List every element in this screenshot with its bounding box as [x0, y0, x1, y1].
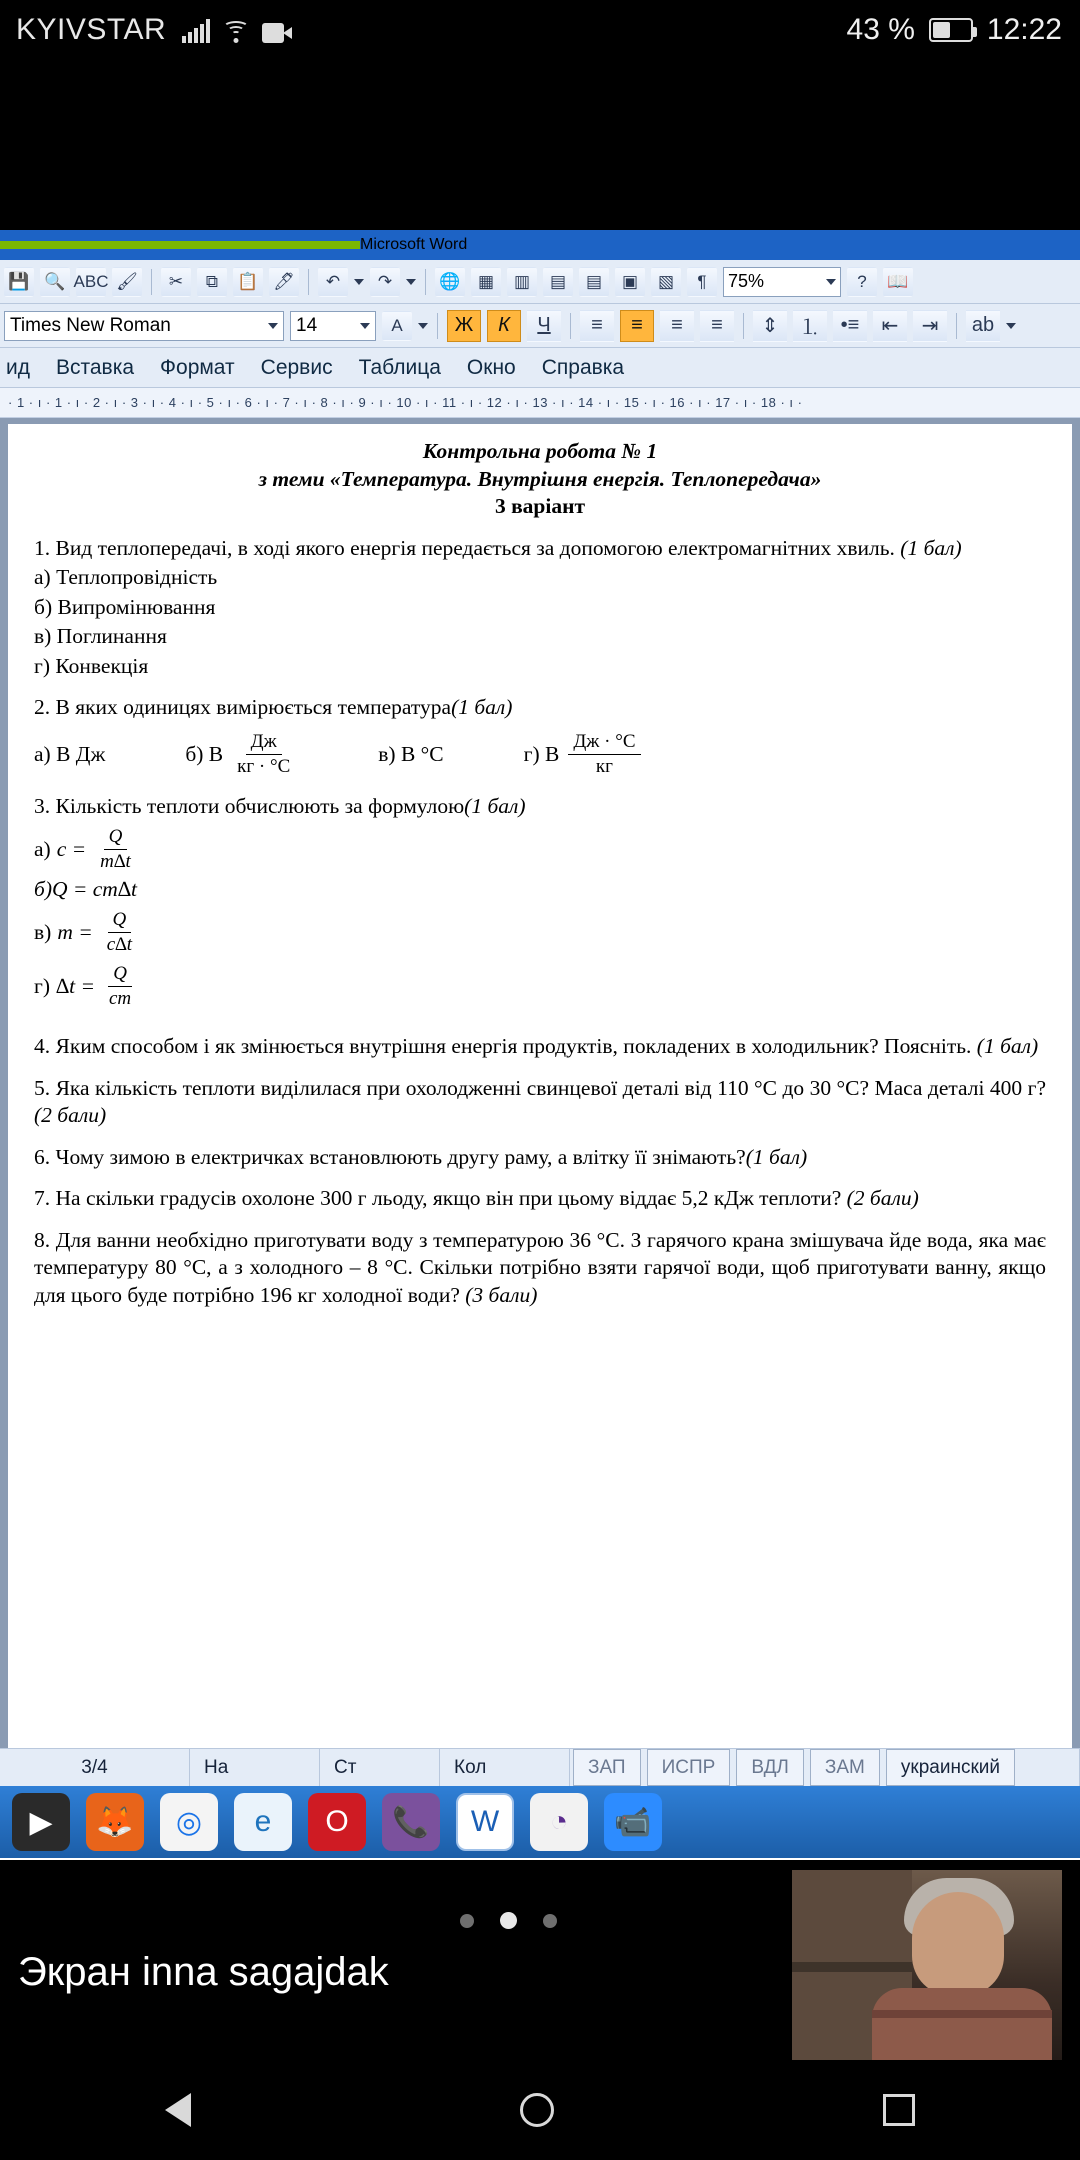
question-8-text: 8. Для ванни необхідно приготувати воду з температурою 36 °С. З гарячого крана змішувача йде вода, яка має температуру 80 °С, а з холодного – 8 °С. Скільки потрібно взяти гарячої води, щоб приготувати ванну, якщо для цього буде потрібно 196 кг холодної води?: [34, 1227, 1046, 1307]
status-zap[interactable]: ЗАП: [573, 1749, 641, 1786]
question-3-mark: (1 бал): [464, 794, 526, 819]
q2-option-v: в) В °С: [378, 741, 444, 766]
media-player-icon[interactable]: ▶: [12, 1793, 70, 1851]
toolbar-separator: [743, 313, 744, 339]
table-icon[interactable]: ▦: [471, 267, 501, 297]
menu-item-service[interactable]: Сервис: [260, 355, 333, 379]
viber-icon[interactable]: 📞: [382, 1793, 440, 1851]
question-3-text: 3. Кількість теплоти обчислюють за формулою: [34, 794, 465, 819]
menu-item-window[interactable]: Окно: [466, 355, 516, 379]
page-dot-3[interactable]: [543, 1914, 557, 1928]
document-canvas[interactable]: [0, 418, 1080, 1748]
q1-option-b: б) Випромінювання: [34, 594, 216, 619]
status-col: Кол: [440, 1749, 570, 1786]
word-window-title: Microsoft Word: [360, 236, 468, 253]
q3-option-v: [34, 908, 1046, 958]
q2-b-numerator: Дж: [246, 730, 282, 755]
internet-explorer-icon[interactable]: e: [234, 1793, 292, 1851]
status-spacer: [1018, 1749, 1080, 1786]
status-icons: [182, 17, 292, 43]
wifi-icon: [222, 21, 250, 43]
q3-g-label: г): [34, 973, 50, 998]
chevron-down-icon[interactable]: [360, 323, 370, 329]
font-name-value: Times New Roman: [10, 314, 171, 336]
redo-icon[interactable]: ↷: [370, 267, 400, 297]
q3-option-g: [34, 962, 1046, 1012]
green-progress-bar: [0, 241, 360, 249]
battery-icon: [929, 18, 973, 42]
toolbar-separator: [425, 269, 426, 295]
participant-video-thumbnail[interactable]: [792, 1870, 1062, 2060]
question-6: [34, 1144, 1046, 1172]
question-6-text: 6. Чому зимою в електричках встановлюють другу раму, а влітку її знімають?: [34, 1144, 746, 1169]
word-formatting-toolbar[interactable]: [0, 304, 1080, 348]
word-status-bar: [0, 1748, 1080, 1786]
chevron-down-icon[interactable]: [268, 323, 278, 329]
zoom-icon[interactable]: 📹: [604, 1793, 662, 1851]
q3-option-b: б)Q = cm∆t: [34, 877, 137, 902]
windows-taskbar[interactable]: [0, 1786, 1080, 1858]
font-size-combobox[interactable]: [290, 311, 376, 341]
toolbar-separator: [437, 313, 438, 339]
back-triangle-icon[interactable]: [165, 2093, 191, 2127]
menu-item-format[interactable]: Формат: [160, 355, 235, 379]
status-line: Ст: [320, 1749, 440, 1786]
q1-option-g: г) Конвекція: [34, 653, 149, 678]
horizontal-ruler[interactable]: · 1 · ı · 1 · ı · 2 · ı · 3 · ı · 4 · ı · 5 · ı · 6 · ı · 7 · ı · 8 · ı · 9 · ı · 10 · ı · 11 · ı · 12 · ı · 13 · ı · 14 · ı · 15 · ı · 16 · ı · 17 · ı · 18 · ı ·: [0, 388, 1080, 418]
page-indicator-dots[interactable]: [460, 1912, 557, 1929]
q3-g-denominator: cm: [109, 987, 132, 1009]
word-title-row: [0, 230, 1080, 260]
question-2: [34, 694, 1046, 722]
toolbar-separator: [151, 269, 152, 295]
tor-browser-icon[interactable]: ◔: [530, 1793, 588, 1851]
question-2-mark: (1 бал): [451, 695, 513, 720]
q2-option-g-fraction: [568, 730, 640, 780]
q3-a-left: c =: [56, 836, 87, 861]
align-center-icon[interactable]: ≡: [620, 310, 654, 342]
question-1: [34, 535, 1046, 563]
underline-button[interactable]: Ч: [527, 310, 561, 342]
question-1-text: 1. Вид теплопередачі, в ході якого енергія передається за допомогою електромагнітних хвиль.: [34, 535, 895, 560]
q1-option-v: в) Поглинання: [34, 624, 167, 649]
q3-g-numerator: Q: [108, 962, 132, 987]
question-4: [34, 1033, 1046, 1061]
status-at: На: [190, 1749, 320, 1786]
menu-item-table[interactable]: Таблица: [358, 355, 441, 379]
video-person-head: [912, 1892, 1004, 1996]
status-vdl[interactable]: ВДЛ: [736, 1749, 804, 1786]
undo-icon[interactable]: ↶: [318, 267, 348, 297]
menu-item-view[interactable]: ид: [6, 355, 30, 379]
q2-g-denominator: кг: [595, 755, 613, 777]
question-5-text: 5. Яка кількість теплоти виділилася при охолодженні свинцевої деталі від 110 °С до 30 °С? Маса деталі 400 г?: [34, 1075, 1046, 1100]
drawing-icon[interactable]: ▣: [615, 267, 645, 297]
copy-icon[interactable]: ⧉: [197, 267, 227, 297]
q1-option-a: а) Теплопровідність: [34, 565, 218, 590]
format-painter-icon[interactable]: 🖌: [112, 267, 142, 297]
brush-icon[interactable]: 🖊: [269, 267, 299, 297]
android-status-bar: [0, 0, 1080, 60]
page-indicator: 3/4: [0, 1749, 190, 1786]
question-7-mark: (2 бали): [846, 1186, 919, 1211]
align-left-icon[interactable]: ≡: [580, 310, 614, 342]
highlight-icon[interactable]: ab: [966, 310, 1000, 342]
q2-option-b-label: б) В: [185, 741, 224, 766]
question-8: [34, 1227, 1046, 1310]
decrease-indent-icon[interactable]: ⇤: [873, 310, 907, 342]
q3-g-left: ∆t =: [55, 973, 95, 998]
align-justify-icon[interactable]: ≡: [700, 310, 734, 342]
signal-bars-icon: [182, 17, 210, 43]
android-navigation-bar[interactable]: [0, 2060, 1080, 2160]
numbered-list-icon[interactable]: ⒈: [793, 310, 827, 342]
question-7-text: 7. На скільки градусів охолоне 300 г льоду, якщо він при цьому віддає 5,2 кДж теплоти?: [34, 1186, 842, 1211]
font-color-icon[interactable]: A: [382, 311, 412, 341]
toolbar-separator: [308, 269, 309, 295]
insert-table-icon[interactable]: ▥: [507, 267, 537, 297]
zoom-combobox[interactable]: [723, 267, 841, 297]
question-6-mark: (1 бал): [745, 1144, 808, 1169]
home-circle-icon[interactable]: [520, 2093, 554, 2127]
doc-title-2: з теми «Температура. Внутрішня енергія. Теплопередача»: [258, 466, 822, 491]
print-preview-icon[interactable]: 🔍: [40, 267, 70, 297]
battery-percent-label: 43 %: [846, 13, 915, 46]
question-7: [34, 1185, 1046, 1213]
question-4-text: 4. Яким способом і як змінюється внутрішня енергія продуктів, покладених в холодильник? Поясніть.: [34, 1034, 972, 1059]
hyperlink-icon[interactable]: 🌐: [435, 267, 465, 297]
q2-option-b-fraction: [232, 730, 295, 780]
question-2-text: 2. В яких одиницях вимірюється температура: [34, 695, 452, 720]
toolbar-options-icon[interactable]: [1006, 323, 1016, 329]
font-name-combobox[interactable]: [4, 311, 284, 341]
q2-option-g-label: г) В: [523, 741, 560, 766]
document-map-icon[interactable]: ▧: [651, 267, 681, 297]
help-icon[interactable]: ?: [847, 267, 877, 297]
firefox-icon[interactable]: 🦊: [86, 1793, 144, 1851]
increase-indent-icon[interactable]: ⇥: [913, 310, 947, 342]
q3-option-a: [34, 825, 1046, 875]
q2-option-a: а) В Дж: [34, 741, 106, 766]
q2-options-row: [34, 730, 1046, 780]
align-right-icon[interactable]: ≡: [660, 310, 694, 342]
q3-a-denominator: m∆t: [100, 851, 131, 873]
doc-title-1: Контрольна робота № 1: [422, 439, 658, 463]
doc-title-3: 3 варіант: [494, 494, 586, 519]
italic-button[interactable]: К: [487, 310, 521, 342]
save-icon[interactable]: 💾: [4, 267, 34, 297]
cut-icon[interactable]: ✂: [161, 267, 191, 297]
screen-share-label: Экран inna sagajdak: [18, 1950, 389, 1994]
q3-v-denominator: c∆t: [106, 934, 133, 956]
word-menu-bar[interactable]: [0, 348, 1080, 388]
spellcheck-icon[interactable]: ABC: [76, 267, 106, 297]
toolbar-separator: [956, 313, 957, 339]
clock-label: 12:22: [986, 13, 1062, 46]
question-8-mark: (3 бали): [465, 1282, 538, 1307]
q3-g-fraction: [104, 962, 136, 1012]
video-shelf: [792, 1962, 912, 1972]
undo-dropdown-icon[interactable]: [354, 279, 364, 285]
question-5-mark: (2 бали): [34, 1103, 107, 1128]
status-right: [847, 13, 1062, 47]
shared-screen-view[interactable]: [0, 230, 1080, 1860]
word-icon[interactable]: W: [456, 1793, 514, 1851]
q3-a-numerator: Q: [104, 825, 128, 850]
chevron-down-icon[interactable]: [826, 279, 836, 285]
status-language[interactable]: украинский: [886, 1749, 1015, 1786]
word-standard-toolbar[interactable]: [0, 260, 1080, 304]
question-1-mark: (1 бал): [900, 535, 962, 560]
q3-v-left: m =: [57, 919, 93, 944]
carrier-label: KYIVSTAR: [16, 13, 167, 46]
chrome-icon[interactable]: ◎: [160, 1793, 218, 1851]
opera-icon[interactable]: O: [308, 1793, 366, 1851]
read-icon[interactable]: 📖: [883, 267, 913, 297]
q3-v-numerator: Q: [108, 908, 132, 933]
redo-dropdown-icon[interactable]: [406, 279, 416, 285]
document-page[interactable]: [8, 424, 1072, 1748]
video-person-body: [872, 1988, 1052, 2060]
q2-g-numerator: Дж · °С: [568, 730, 640, 755]
zoom-value: 75%: [728, 271, 765, 291]
status-zam[interactable]: ЗАМ: [810, 1749, 880, 1786]
q3-v-label: в): [34, 919, 52, 944]
q3-v-fraction: [102, 908, 137, 958]
paste-icon[interactable]: 📋: [233, 267, 263, 297]
question-4-mark: (1 бал): [976, 1034, 1039, 1059]
page-dot-2[interactable]: [500, 1912, 517, 1929]
bold-button[interactable]: Ж: [447, 310, 481, 342]
font-size-value: 14: [296, 314, 318, 336]
question-5: [34, 1075, 1046, 1130]
screen-record-icon: [262, 23, 292, 43]
toolbar-separator: [570, 313, 571, 339]
q2-b-denominator: кг · °С: [237, 755, 291, 777]
q3-a-fraction: [95, 825, 136, 875]
columns-icon[interactable]: ▤: [579, 267, 609, 297]
status-ispr[interactable]: ИСПР: [647, 1749, 731, 1786]
font-color-dropdown-icon[interactable]: [418, 323, 428, 329]
page-dot-1[interactable]: [460, 1914, 474, 1928]
show-formatting-icon[interactable]: ¶: [687, 267, 717, 297]
video-person-stripe: [872, 2010, 1052, 2018]
bulleted-list-icon[interactable]: •≡: [833, 310, 867, 342]
line-spacing-icon[interactable]: ⇕: [753, 310, 787, 342]
q3-a-label: а): [34, 836, 51, 861]
excel-table-icon[interactable]: ▤: [543, 267, 573, 297]
recents-square-icon[interactable]: [883, 2094, 915, 2126]
menu-item-help[interactable]: Справка: [541, 355, 625, 379]
menu-item-insert[interactable]: Вставка: [55, 355, 135, 379]
question-3: [34, 793, 1046, 821]
